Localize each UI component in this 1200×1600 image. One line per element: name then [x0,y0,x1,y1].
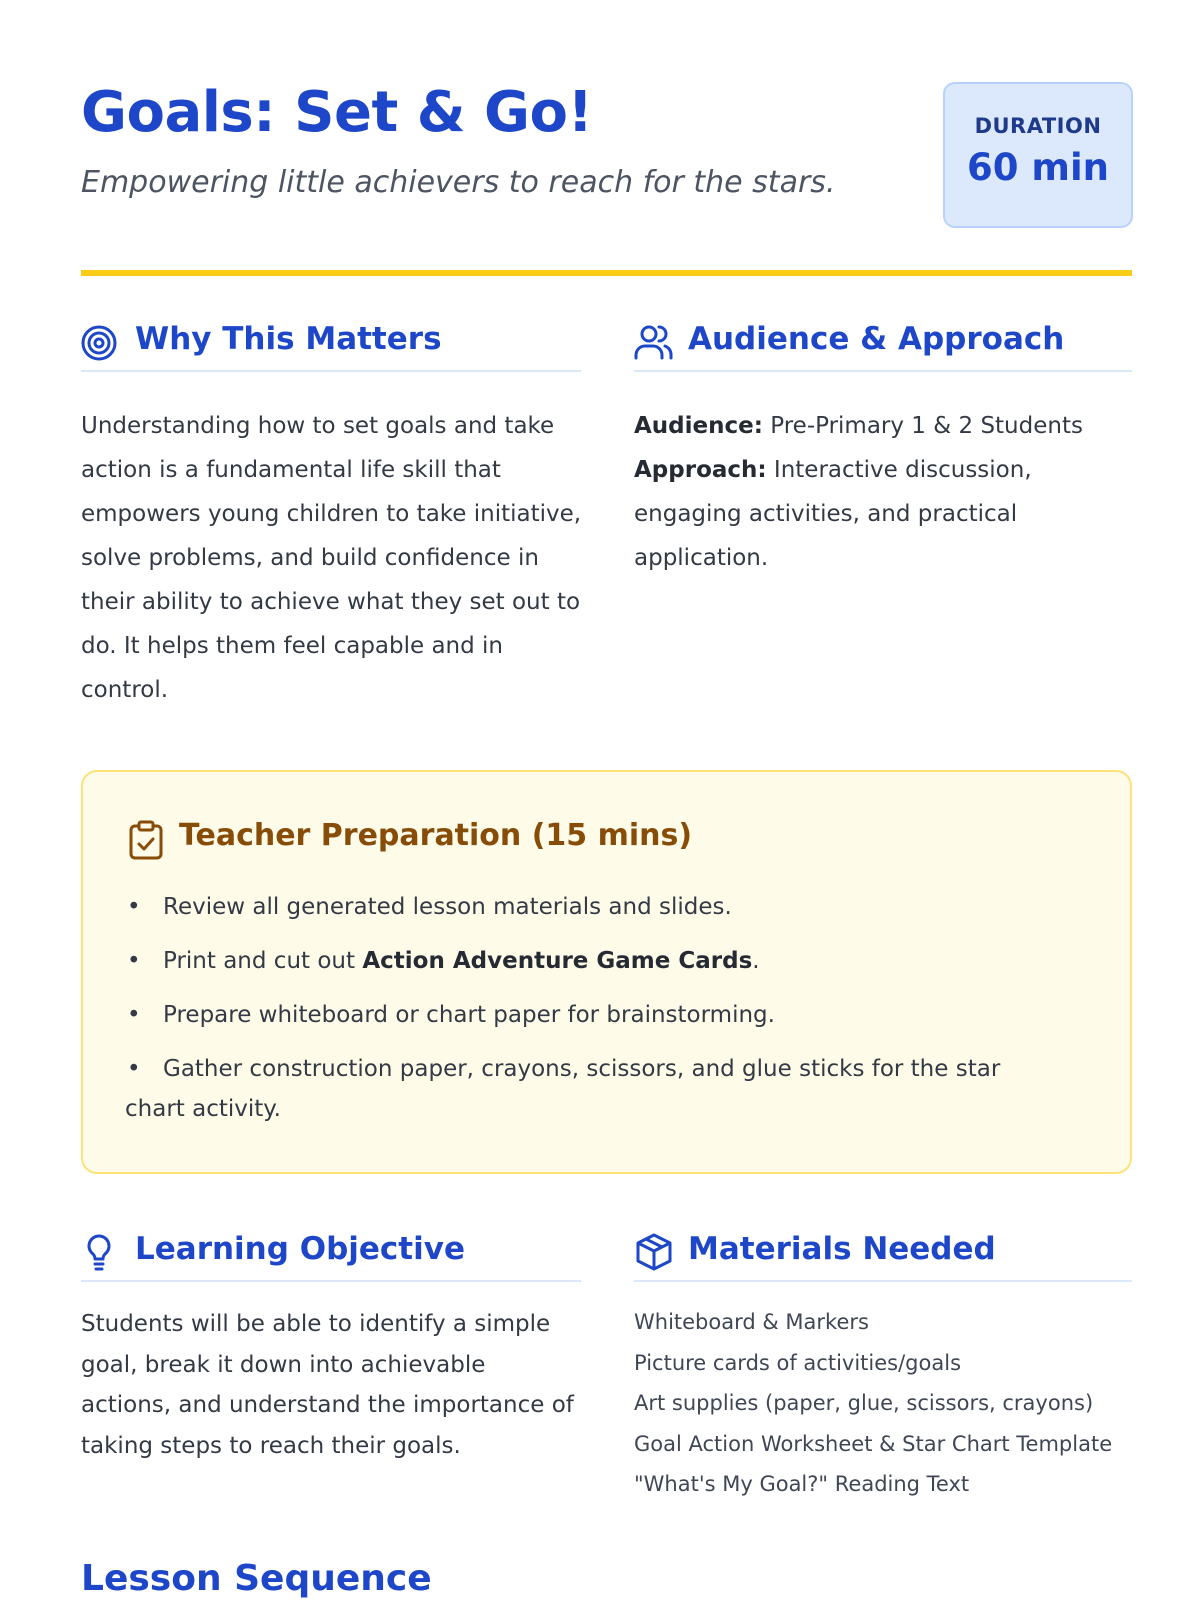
materials-section-header [634,1232,1132,1282]
audience-section-header [634,322,1132,372]
box-icon [634,1232,674,1272]
material-item: Art supplies (paper, glue, scissors, crayons) [634,1391,1094,1415]
duration-label: DURATION [974,114,1102,138]
header-divider [81,270,1132,276]
lesson-sequence-heading: Lesson Sequence [81,1558,432,1599]
objective-section-header [81,1232,581,1282]
bullet-icon: • [127,948,141,974]
prep-item-text: Prepare whiteboard or chart paper for brainstorming. [163,1002,775,1028]
lesson-plan-page [81,0,1132,1600]
prep-item [125,995,1065,1035]
material-item: Whiteboard & Markers [634,1310,869,1334]
why-heading: Why This Matters [135,321,442,357]
audience-value: Pre-Primary 1 & 2 Students [762,413,1083,439]
prep-item-text: Review all generated lesson materials and slides. [163,894,732,920]
prep-heading: Teacher Preparation (15 mins) [179,818,693,853]
materials-heading: Materials Needed [688,1231,996,1267]
prep-list [125,887,1065,1143]
prep-item [125,941,1065,981]
users-icon [634,322,674,362]
page-subtitle: Empowering little achievers to reach for the stars. [81,165,836,200]
prep-item-bold: Action Adventure Game Cards [362,948,753,974]
bullet-icon: • [127,894,141,920]
duration-badge [943,82,1133,228]
approach-label: Approach: [634,457,767,483]
prep-item-text: Gather construction paper, crayons, scissors, and glue sticks for the star chart activity. [125,1056,1001,1122]
material-item: "What's My Goal?" Reading Text [634,1472,970,1496]
duration-value: 60 min [967,146,1109,189]
audience-heading: Audience & Approach [688,321,1065,357]
prep-item [125,887,1065,927]
page-title: Goals: Set & Go! [81,80,593,145]
prep-item-text: Print and cut out [163,948,363,974]
prep-item [125,1049,1065,1129]
clipboard-check-icon [128,820,164,860]
materials-list [634,1302,1132,1505]
approach-value: Interactive discussion, engaging activities, and practical application. [634,457,1032,571]
target-icon [81,322,121,362]
objective-heading: Learning Objective [135,1231,465,1267]
material-item: Goal Action Worksheet & Star Chart Template [634,1431,1113,1456]
bullet-icon: • [127,1002,141,1028]
why-section-header [81,322,581,372]
audience-label: Audience: [634,413,763,439]
why-body: Understanding how to set goals and take action is a fundamental life skill that empowers young children to take initiative, solve problems, and build confidence in their ability to achieve what they set out to do. It helps them feel capable and in control. [81,413,582,703]
teacher-prep-card [81,770,1132,1174]
bullet-icon: • [127,1056,141,1082]
objective-body: Students will be able to identify a simple goal, break it down into achievable actions, and understand the importance of taking steps to reach their goals. [81,1311,574,1459]
prep-item-after: . [752,948,760,974]
material-item: Picture cards of activities/goals [634,1350,962,1375]
audience-body [634,404,1132,580]
lightbulb-icon [81,1232,121,1272]
